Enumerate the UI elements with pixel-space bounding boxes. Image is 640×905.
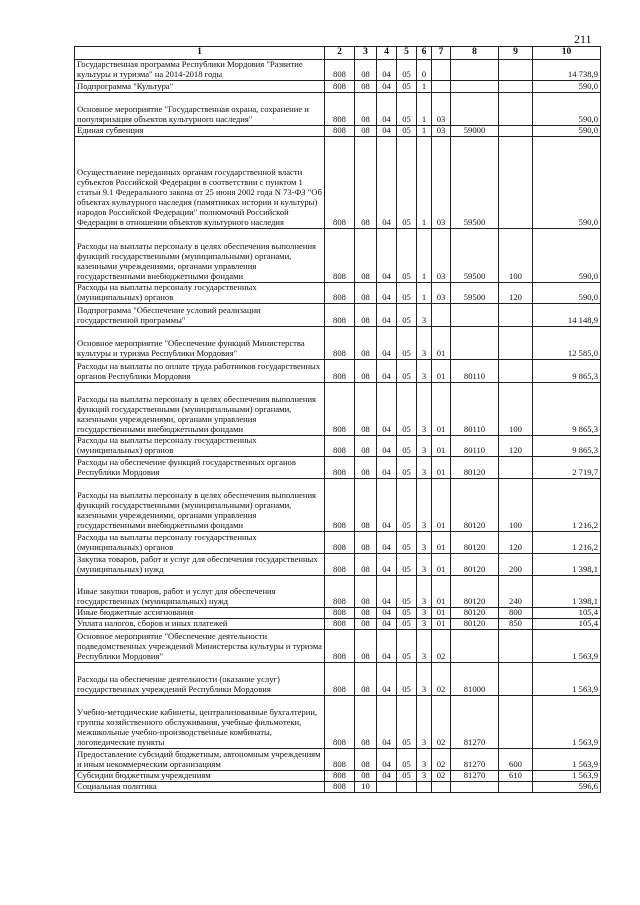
cell-section: 08	[355, 435, 377, 456]
cell-program: 05	[397, 92, 417, 125]
cell-section: 08	[355, 575, 377, 607]
cell-section: 08	[355, 695, 377, 748]
column-header-admin: 2	[325, 47, 355, 60]
cell-amount: 1 398,1	[533, 575, 601, 607]
cell-section: 08	[355, 60, 377, 81]
column-header-subsection: 4	[377, 47, 397, 60]
cell-amount: 9 865,3	[533, 435, 601, 456]
cell-name: Расходы на обеспечение функций государственных органов Республики Мордовия	[75, 456, 325, 478]
cell-subsection: 04	[377, 770, 397, 781]
cell-event: 01	[432, 382, 451, 435]
cell-program	[397, 781, 417, 792]
cell-section: 08	[355, 80, 377, 92]
cell-subprogram: 3	[417, 359, 432, 382]
cell-admin: 808	[325, 80, 355, 92]
cell-subprogram: 3	[417, 618, 432, 629]
table-row	[75, 228, 601, 282]
cell-admin: 808	[325, 531, 355, 553]
cell-subprogram: 3	[417, 662, 432, 695]
cell-admin: 808	[325, 770, 355, 781]
cell-amount: 1 216,2	[533, 478, 601, 531]
cell-section: 08	[355, 456, 377, 478]
cell-name: Социальная политика	[75, 781, 325, 792]
cell-subprogram: 1	[417, 282, 432, 303]
cell-admin: 808	[325, 695, 355, 748]
cell-amount: 1 563,9	[533, 695, 601, 748]
cell-subprogram: 1	[417, 228, 432, 282]
cell-name: Основное мероприятие "Обеспечение деятельности подведомственных учреждений Министерства культуры и туризма Республики Мордовия"	[75, 629, 325, 662]
cell-section: 08	[355, 618, 377, 629]
cell-program: 05	[397, 607, 417, 618]
column-header-program: 5	[397, 47, 417, 60]
table-row	[75, 60, 601, 81]
column-header-amount: 10	[533, 47, 601, 60]
cell-expense-code	[451, 303, 499, 326]
cell-subprogram: 3	[417, 695, 432, 748]
cell-event: 01	[432, 531, 451, 553]
cell-event: 01	[432, 553, 451, 575]
cell-expense-type: 120	[499, 531, 533, 553]
cell-admin: 808	[325, 359, 355, 382]
cell-name: Расходы на обеспечение деятельности (оказание услуг) государственных учреждений Республики Мордовия	[75, 662, 325, 695]
cell-name: Расходы на выплаты персоналу государственных (муниципальных) органов	[75, 531, 325, 553]
cell-subsection: 04	[377, 282, 397, 303]
cell-program: 05	[397, 748, 417, 770]
table-row	[75, 748, 601, 770]
cell-program: 05	[397, 359, 417, 382]
cell-subprogram: 1	[417, 136, 432, 228]
cell-program: 05	[397, 382, 417, 435]
cell-program: 05	[397, 456, 417, 478]
cell-expense-type	[499, 92, 533, 125]
cell-event: 02	[432, 629, 451, 662]
cell-amount: 14 738,9	[533, 60, 601, 81]
cell-subsection: 04	[377, 531, 397, 553]
table-row	[75, 629, 601, 662]
cell-subsection: 04	[377, 326, 397, 359]
cell-admin: 808	[325, 435, 355, 456]
cell-event: 02	[432, 662, 451, 695]
table-row	[75, 695, 601, 748]
table-row	[75, 781, 601, 792]
cell-program: 05	[397, 80, 417, 92]
table-row	[75, 607, 601, 618]
cell-section: 08	[355, 92, 377, 125]
cell-expense-code: 59500	[451, 228, 499, 282]
cell-expense-code: 80120	[451, 618, 499, 629]
cell-subprogram: 3	[417, 531, 432, 553]
cell-subprogram: 1	[417, 80, 432, 92]
cell-program: 05	[397, 553, 417, 575]
column-header-expense-code: 8	[451, 47, 499, 60]
cell-name: Иные бюджетные ассигнования	[75, 607, 325, 618]
cell-expense-code	[451, 781, 499, 792]
cell-event: 03	[432, 282, 451, 303]
cell-admin: 808	[325, 478, 355, 531]
cell-event: 01	[432, 359, 451, 382]
cell-name: Подпрограмма "Культура"	[75, 80, 325, 92]
cell-program: 05	[397, 136, 417, 228]
cell-name: Расходы на выплаты персоналу государственных (муниципальных) органов	[75, 435, 325, 456]
cell-expense-code: 80110	[451, 435, 499, 456]
budget-table	[74, 46, 601, 793]
cell-event: 03	[432, 228, 451, 282]
cell-event	[432, 60, 451, 81]
cell-admin: 808	[325, 282, 355, 303]
cell-section: 08	[355, 303, 377, 326]
table-row	[75, 531, 601, 553]
cell-event: 01	[432, 607, 451, 618]
cell-expense-type	[499, 125, 533, 136]
cell-event: 01	[432, 575, 451, 607]
cell-subsection: 04	[377, 382, 397, 435]
cell-section: 08	[355, 553, 377, 575]
table-row	[75, 326, 601, 359]
cell-admin: 808	[325, 662, 355, 695]
cell-program: 05	[397, 60, 417, 81]
cell-amount: 12 585,0	[533, 326, 601, 359]
cell-subsection: 04	[377, 60, 397, 81]
cell-expense-code: 80110	[451, 382, 499, 435]
cell-program: 05	[397, 531, 417, 553]
cell-section: 08	[355, 382, 377, 435]
cell-expense-type: 200	[499, 553, 533, 575]
table-row	[75, 618, 601, 629]
cell-event	[432, 781, 451, 792]
cell-subprogram: 1	[417, 125, 432, 136]
cell-expense-type: 800	[499, 607, 533, 618]
cell-program: 05	[397, 618, 417, 629]
cell-expense-code: 80120	[451, 607, 499, 618]
cell-amount: 2 719,7	[533, 456, 601, 478]
cell-section: 08	[355, 629, 377, 662]
cell-event: 01	[432, 618, 451, 629]
cell-admin: 808	[325, 136, 355, 228]
cell-admin: 808	[325, 748, 355, 770]
cell-admin: 808	[325, 618, 355, 629]
cell-name: Расходы на выплаты по оплате труда работников государственных органов Республики Мордовия	[75, 359, 325, 382]
cell-event: 01	[432, 456, 451, 478]
cell-name: Расходы на выплаты персоналу в целях обеспечения выполнения функций государственными (муниципальными) органами, казенными учреждениями, органами управления государственными внебюджетными фондами	[75, 382, 325, 435]
cell-expense-code	[451, 326, 499, 359]
cell-amount: 1 563,9	[533, 748, 601, 770]
cell-expense-type	[499, 60, 533, 81]
cell-admin: 808	[325, 382, 355, 435]
cell-program: 05	[397, 125, 417, 136]
cell-subsection: 04	[377, 695, 397, 748]
cell-event: 03	[432, 92, 451, 125]
cell-program: 05	[397, 662, 417, 695]
cell-section: 08	[355, 136, 377, 228]
cell-section: 08	[355, 282, 377, 303]
cell-subprogram: 3	[417, 553, 432, 575]
table-row	[75, 553, 601, 575]
cell-expense-type	[499, 359, 533, 382]
cell-expense-code	[451, 629, 499, 662]
cell-expense-type: 100	[499, 382, 533, 435]
cell-name: Расходы на выплаты персоналу государственных (муниципальных) органов	[75, 282, 325, 303]
cell-subsection: 04	[377, 478, 397, 531]
cell-expense-type	[499, 136, 533, 228]
cell-subprogram: 3	[417, 326, 432, 359]
cell-subsection: 04	[377, 136, 397, 228]
cell-expense-type: 100	[499, 228, 533, 282]
cell-program: 05	[397, 575, 417, 607]
cell-admin: 808	[325, 125, 355, 136]
cell-admin: 808	[325, 607, 355, 618]
table-row	[75, 770, 601, 781]
cell-subprogram: 3	[417, 607, 432, 618]
cell-subsection: 04	[377, 575, 397, 607]
cell-event: 02	[432, 695, 451, 748]
cell-name: Подпрограмма "Обеспечение условий реализации государственной программы"	[75, 303, 325, 326]
table-row	[75, 125, 601, 136]
cell-amount: 105,4	[533, 607, 601, 618]
cell-section: 10	[355, 781, 377, 792]
cell-amount: 1 563,9	[533, 629, 601, 662]
column-header-section: 3	[355, 47, 377, 60]
cell-expense-type	[499, 303, 533, 326]
cell-expense-type: 610	[499, 770, 533, 781]
cell-subprogram: 1	[417, 92, 432, 125]
cell-amount: 590,0	[533, 80, 601, 92]
cell-subsection: 04	[377, 125, 397, 136]
cell-expense-code: 81000	[451, 662, 499, 695]
table-row	[75, 382, 601, 435]
cell-subsection	[377, 781, 397, 792]
cell-expense-type	[499, 326, 533, 359]
cell-section: 08	[355, 359, 377, 382]
cell-event: 02	[432, 748, 451, 770]
table-header-row	[75, 47, 601, 60]
cell-amount: 9 865,3	[533, 382, 601, 435]
cell-subprogram: 3	[417, 456, 432, 478]
cell-subsection: 04	[377, 629, 397, 662]
table-row	[75, 303, 601, 326]
cell-subsection: 04	[377, 553, 397, 575]
cell-admin: 808	[325, 456, 355, 478]
table-row	[75, 478, 601, 531]
cell-program: 05	[397, 326, 417, 359]
cell-expense-type: 600	[499, 748, 533, 770]
cell-section: 08	[355, 607, 377, 618]
cell-section: 08	[355, 326, 377, 359]
cell-expense-type	[499, 80, 533, 92]
cell-subsection: 04	[377, 359, 397, 382]
cell-name: Расходы на выплаты персоналу в целях обеспечения выполнения функций государственными (муниципальными) органами, казенными учреждениями, органами управления государственными внебюджетными фондами	[75, 478, 325, 531]
cell-section: 08	[355, 478, 377, 531]
cell-admin: 808	[325, 60, 355, 81]
cell-expense-type: 240	[499, 575, 533, 607]
cell-expense-code	[451, 92, 499, 125]
cell-amount: 590,0	[533, 282, 601, 303]
table-row	[75, 456, 601, 478]
cell-expense-code: 59500	[451, 282, 499, 303]
cell-subsection: 04	[377, 303, 397, 326]
column-header-event: 7	[432, 47, 451, 60]
cell-expense-code: 81270	[451, 695, 499, 748]
cell-subsection: 04	[377, 92, 397, 125]
cell-name: Осуществление переданных органам государственной власти субъектов Российской Федерации в соответствии с пунктом 1 статьи 9.1 Федерального закона от 25 июня 2002 года N 73-ФЗ "Об объектах культурного наследия (памятниках истории и культуры) народов Российской Федерации" полномочий Российской Федерации в отношении объектов культурного наследия	[75, 136, 325, 228]
cell-admin: 808	[325, 303, 355, 326]
cell-program: 05	[397, 629, 417, 662]
cell-subprogram: 3	[417, 478, 432, 531]
cell-expense-code	[451, 60, 499, 81]
cell-event: 03	[432, 125, 451, 136]
cell-expense-code: 80120	[451, 456, 499, 478]
cell-expense-code: 80110	[451, 359, 499, 382]
cell-expense-code: 59500	[451, 136, 499, 228]
cell-name: Закупка товаров, работ и услуг для обеспечения государственных (муниципальных) нужд	[75, 553, 325, 575]
cell-amount: 1 398,1	[533, 553, 601, 575]
cell-expense-type: 120	[499, 435, 533, 456]
cell-subprogram: 3	[417, 770, 432, 781]
cell-section: 08	[355, 125, 377, 136]
cell-program: 05	[397, 695, 417, 748]
cell-amount: 1 216,2	[533, 531, 601, 553]
cell-program: 05	[397, 435, 417, 456]
cell-event	[432, 303, 451, 326]
cell-section: 08	[355, 662, 377, 695]
cell-expense-type: 120	[499, 282, 533, 303]
cell-subsection: 04	[377, 456, 397, 478]
cell-event: 03	[432, 136, 451, 228]
table-row	[75, 359, 601, 382]
cell-expense-type: 850	[499, 618, 533, 629]
cell-section: 08	[355, 748, 377, 770]
cell-expense-code: 81270	[451, 748, 499, 770]
cell-expense-code: 80120	[451, 478, 499, 531]
cell-amount: 1 563,9	[533, 770, 601, 781]
cell-subprogram: 3	[417, 435, 432, 456]
cell-program: 05	[397, 282, 417, 303]
cell-admin: 808	[325, 575, 355, 607]
cell-amount: 590,0	[533, 125, 601, 136]
cell-expense-code: 80120	[451, 575, 499, 607]
cell-subsection: 04	[377, 228, 397, 282]
cell-subsection: 04	[377, 607, 397, 618]
cell-expense-type	[499, 456, 533, 478]
cell-expense-type	[499, 629, 533, 662]
cell-expense-type	[499, 781, 533, 792]
cell-expense-code: 59000	[451, 125, 499, 136]
cell-admin: 808	[325, 228, 355, 282]
cell-amount: 105,4	[533, 618, 601, 629]
cell-section: 08	[355, 531, 377, 553]
cell-subsection: 04	[377, 618, 397, 629]
cell-name: Единая субвенция	[75, 125, 325, 136]
cell-subsection: 04	[377, 662, 397, 695]
page-number: 211	[574, 32, 592, 46]
cell-amount: 1 563,9	[533, 662, 601, 695]
cell-expense-type	[499, 662, 533, 695]
cell-name: Государственная программа Республики Мордовия "Развитие культуры и туризма" на 2014-2018 годы	[75, 60, 325, 81]
cell-name: Субсидии бюджетным учреждениям	[75, 770, 325, 781]
cell-amount: 590,0	[533, 136, 601, 228]
cell-subprogram: 3	[417, 629, 432, 662]
cell-name: Предоставление субсидий бюджетным, автономным учреждениям и иным некоммерческим организациям	[75, 748, 325, 770]
cell-subsection: 04	[377, 748, 397, 770]
cell-section: 08	[355, 228, 377, 282]
cell-amount: 9 865,3	[533, 359, 601, 382]
cell-event: 01	[432, 435, 451, 456]
cell-subsection: 04	[377, 435, 397, 456]
cell-program: 05	[397, 303, 417, 326]
table-row	[75, 136, 601, 228]
cell-expense-type: 100	[499, 478, 533, 531]
cell-event	[432, 80, 451, 92]
column-header-name: 1	[75, 47, 325, 60]
cell-name: Основное мероприятие "Обеспечение функций Министерства культуры и туризма Республики Мордовия"	[75, 326, 325, 359]
table-row	[75, 282, 601, 303]
cell-subprogram: 3	[417, 575, 432, 607]
cell-admin: 808	[325, 92, 355, 125]
cell-expense-code: 81270	[451, 770, 499, 781]
cell-subprogram: 3	[417, 748, 432, 770]
cell-name: Основное мероприятие "Государственная охрана, сохранение и популяризация объектов культурного наследия"	[75, 92, 325, 125]
cell-expense-code: 80120	[451, 553, 499, 575]
cell-subprogram: 3	[417, 382, 432, 435]
cell-amount: 590,0	[533, 92, 601, 125]
cell-subprogram: 3	[417, 303, 432, 326]
table-row	[75, 80, 601, 92]
cell-expense-code: 80120	[451, 531, 499, 553]
cell-admin: 808	[325, 781, 355, 792]
cell-name: Иные закупки товаров, работ и услуг для обеспечения государственных (муниципальных) нужд	[75, 575, 325, 607]
cell-expense-code	[451, 80, 499, 92]
cell-expense-type	[499, 695, 533, 748]
cell-admin: 808	[325, 326, 355, 359]
cell-subsection: 04	[377, 80, 397, 92]
cell-name: Расходы на выплаты персоналу в целях обеспечения выполнения функций государственными (муниципальными) органами, казенными учреждениями, органами управления государственными внебюджетными фондами	[75, 228, 325, 282]
cell-subprogram	[417, 781, 432, 792]
cell-event: 02	[432, 770, 451, 781]
cell-program: 05	[397, 478, 417, 531]
table-row	[75, 662, 601, 695]
cell-program: 05	[397, 770, 417, 781]
column-header-subprogram: 6	[417, 47, 432, 60]
cell-amount: 14 148,9	[533, 303, 601, 326]
cell-name: Учебно-методические кабинеты, централизованные бухгалтерии, группы хозяйственного обслуживания, учебные фильмотеки, межшкольные учебно-производственные комбинаты, логопедические пункты	[75, 695, 325, 748]
cell-section: 08	[355, 770, 377, 781]
cell-subprogram: 0	[417, 60, 432, 81]
cell-admin: 808	[325, 553, 355, 575]
cell-amount: 590,0	[533, 228, 601, 282]
cell-admin: 808	[325, 629, 355, 662]
table-row	[75, 92, 601, 125]
cell-event: 01	[432, 326, 451, 359]
cell-program: 05	[397, 228, 417, 282]
cell-amount: 596,6	[533, 781, 601, 792]
column-header-expense-type: 9	[499, 47, 533, 60]
cell-event: 01	[432, 478, 451, 531]
table-row	[75, 435, 601, 456]
table-row	[75, 575, 601, 607]
cell-name: Уплата налогов, сборов и иных платежей	[75, 618, 325, 629]
